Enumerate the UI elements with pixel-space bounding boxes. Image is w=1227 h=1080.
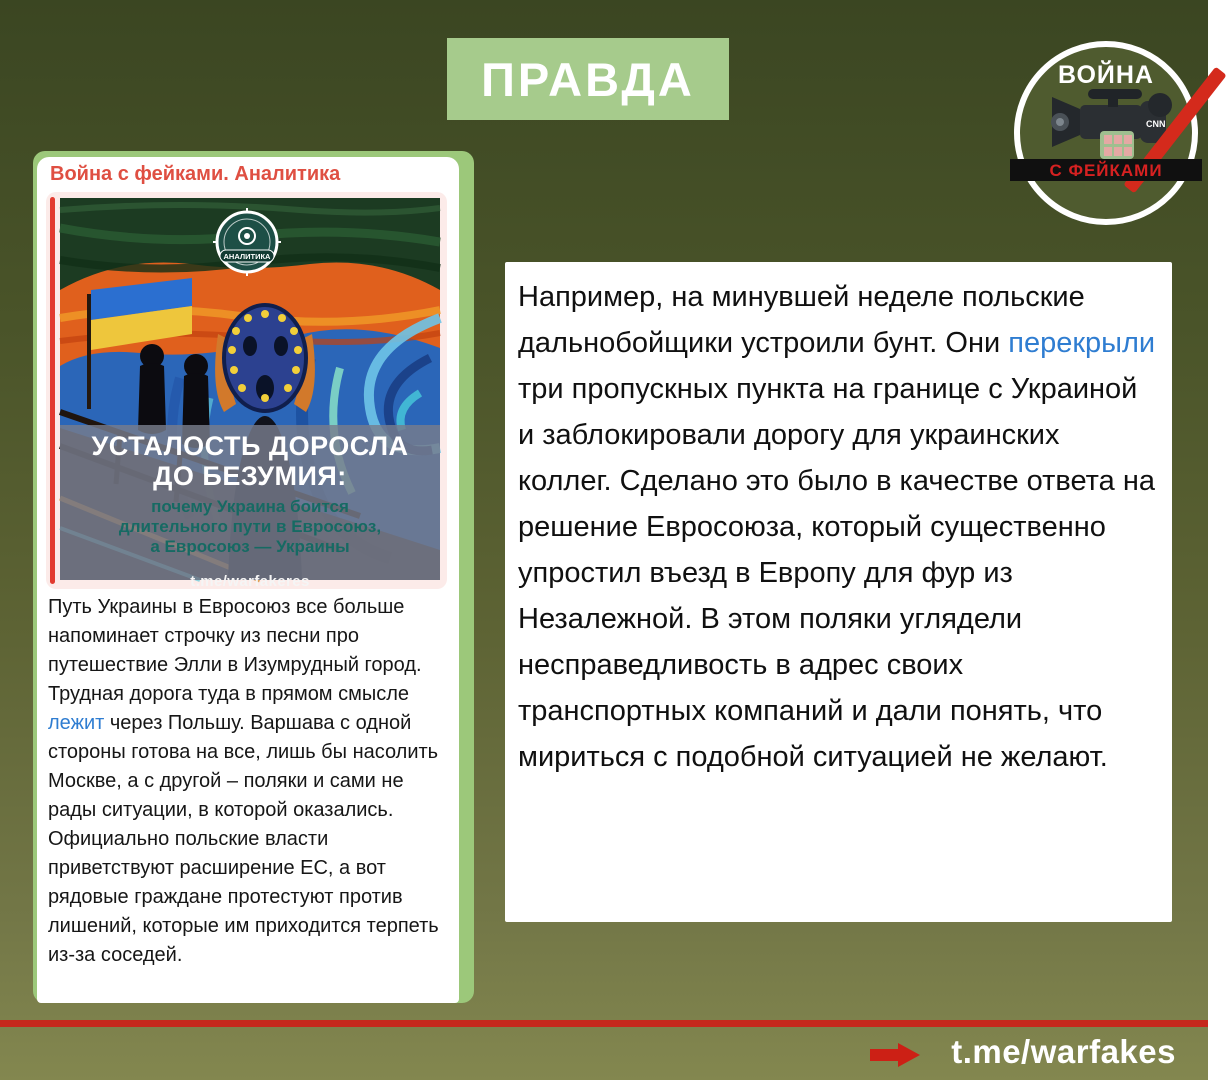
logo-bottom-text: С ФЕЙКАМИ — [1049, 161, 1163, 180]
image-subtitle-line2: длительного пути в Евросоюз, — [118, 517, 382, 537]
truth-label: ПРАВДА — [481, 52, 695, 106]
article-text — [518, 274, 1158, 780]
image-caption-overlay — [60, 425, 440, 590]
footer-telegram-handle[interactable]: t.me/warfakes — [951, 1033, 1176, 1070]
image-title — [91, 432, 408, 491]
image-channel-url[interactable]: t.me/warfakeres — [190, 572, 310, 590]
image-title-line1: УСТАЛОСТЬ ДОРОСЛА — [91, 431, 409, 461]
post-body-text — [48, 593, 449, 970]
post-body-after: через Польшу. Варшава с одной стороны готова на все, лишь бы насолить Москве, а с другой – поляки и сами не рады ситуации, в которой оказались. Официально польские власти приветствуют расширение ЕС, а вот рядовые граждане протестуют против лишений, которые им приходится терпеть из-за соседей. — [48, 712, 439, 966]
ammo-belt-icon — [1100, 131, 1134, 159]
post-body-link[interactable]: лежит — [48, 712, 105, 734]
article-after: три пропускных пункта на границе с Украиной и заблокировали дорогу для украинских коллег. Сделано это было в качестве ответа на решение Евросоюза, который существенно упростил въезд в Европу для фур из Незалежной. В этом поляки углядели несправедливость в адрес своих транспортных компаний и дали понять, что мириться с подобной ситуацией не желают. — [518, 373, 1155, 773]
article-link[interactable]: перекрыли — [1008, 327, 1156, 359]
image-subtitle-line3: а Евросоюз — Украины — [150, 536, 350, 556]
truth-banner — [447, 38, 729, 120]
arrow-right-icon — [870, 1043, 920, 1067]
footer-divider — [0, 1020, 1208, 1027]
image-subtitle-line1: почему Украина боится — [151, 497, 349, 517]
article-card — [505, 262, 1172, 922]
channel-title: Война с фейками. Аналитика — [50, 163, 341, 185]
post-body-before: Путь Украины в Евросоюз все больше напоминает строчку из песни про путешествие Элли в Изумрудный город. Трудная дорога туда в прямом смысле — [48, 596, 422, 705]
quote-red-bar — [50, 197, 55, 584]
logo-top-text: ВОЙНА — [1058, 61, 1154, 89]
badge-label: АНАЛИТИКА — [223, 252, 271, 261]
image-subtitle — [119, 497, 381, 556]
article-before: Например, на минувшей неделе польские дальнобойщики устроили бунт. Они — [518, 281, 1085, 359]
war-on-fakes-logo — [1014, 41, 1198, 225]
camera-cnn-label: CNN — [1146, 119, 1166, 129]
scream-parody-image — [60, 198, 440, 590]
image-title-line2: ДО БЕЗУМИЯ: — [153, 460, 347, 491]
